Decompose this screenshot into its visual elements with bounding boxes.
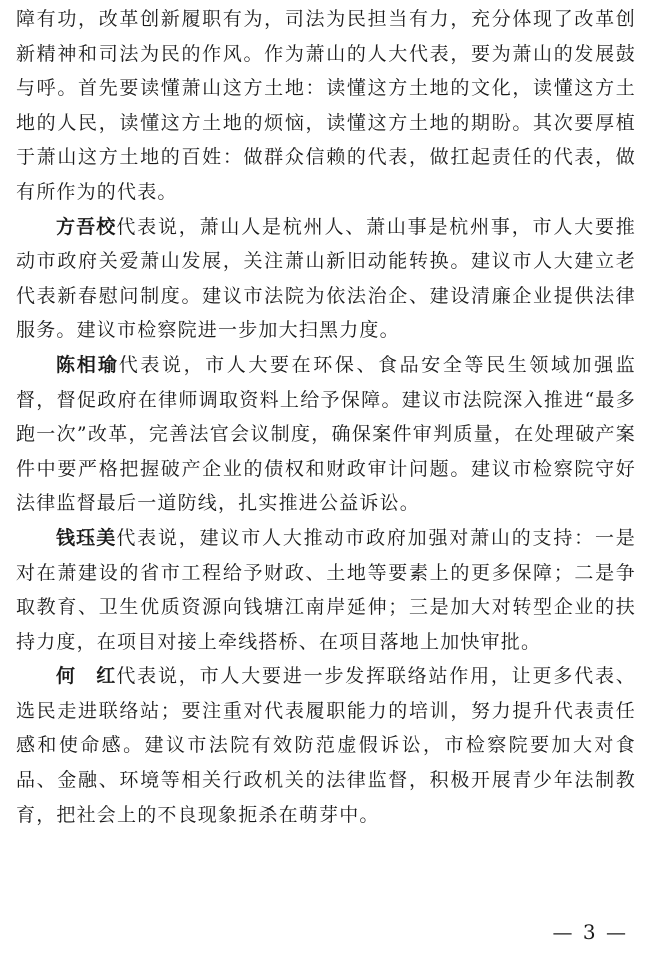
remark-paragraph-2 — [16, 348, 636, 521]
remark-text: 代表说，建议市人大推动市政府加强对萧山的支持：一是对在萧建设的省市工程给予财政、土地等要素上的更多保障；二是争取教育、卫生优质资源向钱塘江南岸延伸；三是加大对转型企业的扶持力度，在项目对接上牵线搭桥、在项目落地上加快审批。 — [16, 526, 636, 653]
remark-paragraph-4 — [16, 659, 636, 832]
speaker-name: 钱珏美 — [56, 526, 117, 549]
opening-paragraph: 障有功，改革创新履职有为，司法为民担当有力，充分体现了改革创新精神和司法为民的作风。作为萧山的人大代表，要为萧山的发展鼓与呼。首先要读懂萧山这方土地：读懂这方土地的文化，读懂这方土地的人民，读懂这方土地的烦恼，读懂这方土地的期盼。其次要厚植于萧山这方土地的百姓：做群众信赖的代表，做扛起责任的代表，做有所作为的代表。 — [16, 8, 636, 203]
speaker-name: 方吾校 — [56, 215, 117, 238]
document-page — [16, 0, 636, 832]
remark-paragraph-3 — [16, 521, 636, 659]
page-number: — 3 — — [552, 920, 628, 944]
remark-text: 代表说，市人大要在环保、食品安全等民生领域加强监督，督促政府在律师调取资料上给予保障。建议市法院深入推进“最多跑一次”改革，完善法官会议制度，确保案件审判质量，在处理破产案件中要严格把握破产企业的债权和财政审计问题。建议市检察院守好法律监督最后一道防线，扎实推进公益诉讼。 — [16, 353, 636, 515]
speaker-name: 陈相瑜 — [56, 353, 119, 376]
remark-text: 代表说，市人大要进一步发挥联络站作用，让更多代表、选民走进联络站；要注重对代表履职能力的培训，努力提升代表责任感和使命感。建议市法院有效防范虚假诉讼，市检察院要加大对食品、金融、环境等相关行政机关的法律监督，积极开展青少年法制教育，把社会上的不良现象扼杀在萌芽中。 — [16, 665, 636, 826]
remark-paragraph-1 — [16, 210, 636, 348]
speaker-name: 何 红 — [56, 665, 117, 688]
remark-text: 代表说，萧山人是杭州人、萧山事是杭州事，市人大要推动市政府关爱萧山发展，关注萧山新旧动能转换。建议市人大建立老代表新春慰问制度。建议市法院为依法治企、建设清廉企业提供法律服务。建议市检察院进一步加大扫黑力度。 — [16, 215, 636, 342]
